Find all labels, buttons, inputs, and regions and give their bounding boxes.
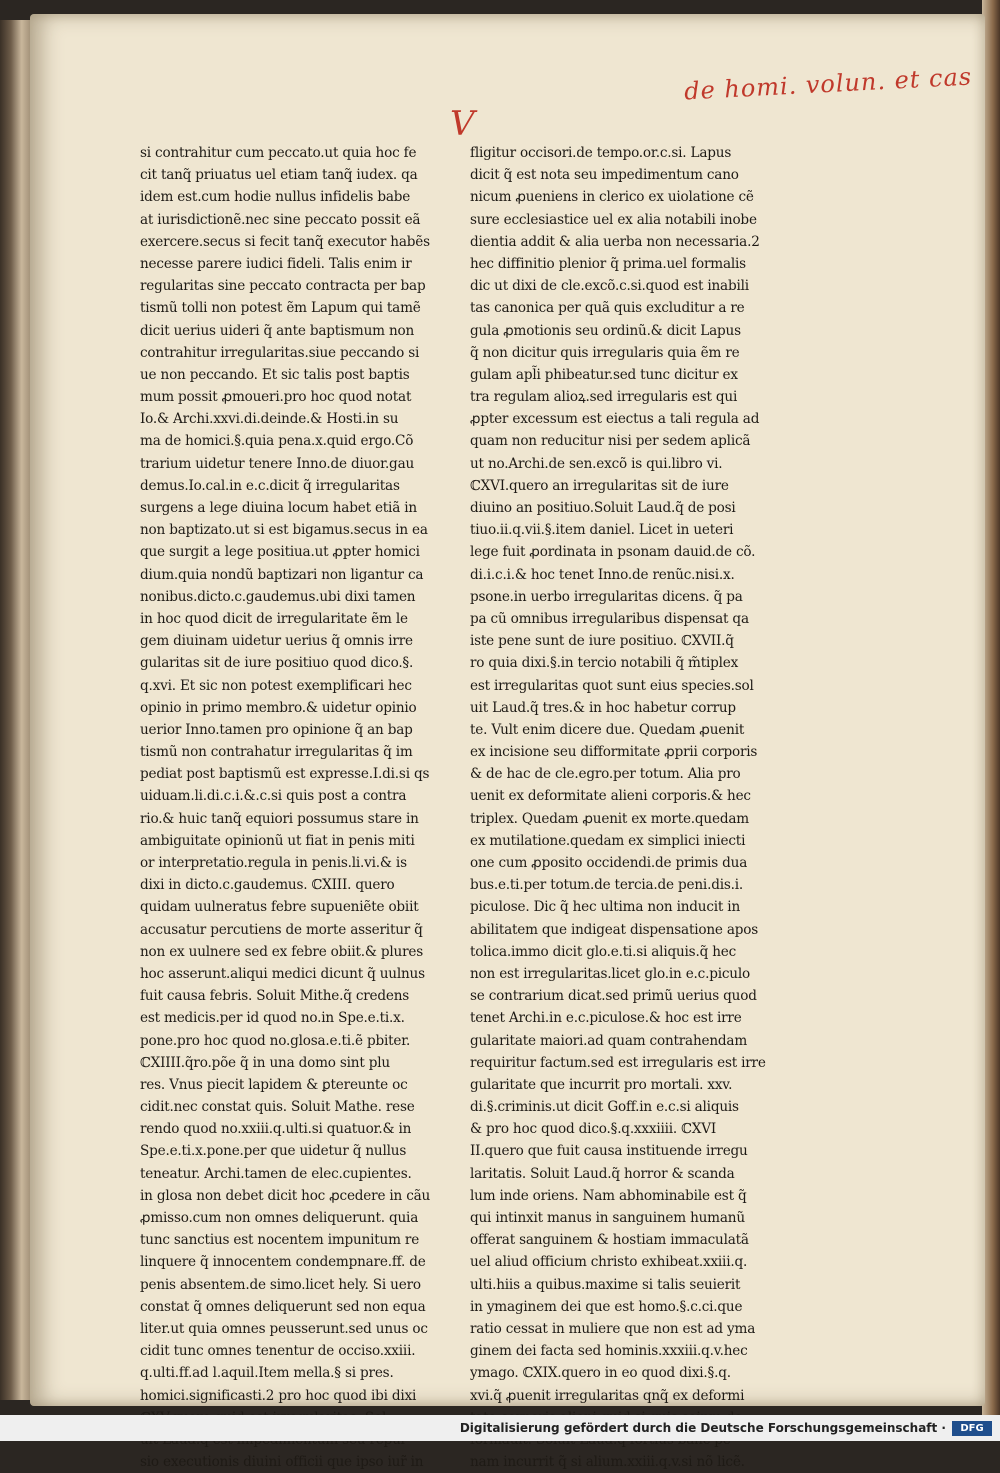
text-line: ro quia dixi.§.in tercio notabili q̃ m̃tiplex bbox=[470, 655, 739, 672]
text-line: est irregularitas quot sunt eius species.sol bbox=[470, 677, 754, 694]
text-line: cit tanq̃ priuatus uel etiam tanq̃ iudex. qa bbox=[140, 167, 418, 184]
text-line: di.i.c.i.& hoc tenet Inno.de renũc.nisi.x. bbox=[470, 566, 735, 583]
text-line: idem est.cum hodie nullus infidelis babe bbox=[140, 189, 411, 206]
text-line: q.xvi. Et sic non potest exemplificari hec bbox=[140, 677, 412, 694]
text-line: si contrahitur cum peccato.ut quia hoc fe bbox=[140, 145, 417, 161]
footer-credit: Digitalisierung gefördert durch die Deutsche Forschungsgemeinschaft · bbox=[459, 1421, 946, 1435]
text-line: & de hac de cle.egro.per totum. Alia pro bbox=[470, 766, 741, 783]
text-line: abilitatem que indigeat dispensatione apos bbox=[470, 921, 759, 938]
text-line: trarium uidetur tenere Inno.de diuor.gau bbox=[140, 455, 415, 472]
text-line: ulti.hiis a quibus.maxime si talis seuierit bbox=[470, 1276, 741, 1293]
text-line: in ymaginem dei que est homo.§.c.ci.que bbox=[470, 1298, 743, 1315]
text-line: ue non peccando. Et sic talis post baptis bbox=[140, 366, 410, 383]
text-line: uiduam.li.di.c.i.&.c.si quis post a contra bbox=[140, 788, 407, 805]
text-line: ex mutilatione.quedam ex simplici iniecti bbox=[470, 832, 746, 849]
text-line: uerior Inno.tamen pro opinione q̃ an bap bbox=[140, 721, 413, 738]
folio-mark: V bbox=[450, 104, 475, 144]
text-line: one cum ꝓposito occidendi.de primis dua bbox=[470, 855, 748, 871]
text-line: surgens a lege diuina locum habet etiã in bbox=[140, 500, 417, 516]
text-line: ambiguitate opinionũ ut fiat in penis miti bbox=[140, 832, 415, 849]
text-line: demus.Io.cal.in e.c.dicit q̃ irregularitas bbox=[140, 477, 400, 494]
text-line: dicit uerius uideri q̃ ante baptismum non bbox=[140, 322, 415, 339]
text-line: cidit.nec constat quis. Soluit Mathe. rese bbox=[140, 1099, 415, 1116]
text-line: q̃ non dicitur quis irregularis quia ẽm re bbox=[470, 344, 740, 361]
text-line: tismũ non contrahatur irregularitas q̃ im bbox=[140, 744, 413, 761]
text-line: se contrarium dicat.sed primũ uerius quod bbox=[470, 988, 757, 1005]
text-line: cidit tunc omnes tenentur de occiso.xxiii. bbox=[140, 1343, 416, 1360]
text-line: dixi in dicto.c.gaudemus. ℂXIII. quero bbox=[140, 877, 395, 894]
text-line: laritatis. Soluit Laud.q̃ horror & scanda bbox=[470, 1165, 735, 1182]
text-line: necesse parere iudici fideli. Talis enim ir bbox=[140, 255, 412, 272]
text-line: accusatur percutiens de morte asseritur q̃ bbox=[140, 921, 423, 938]
text-line: regularitas sine peccato contracta per bap bbox=[140, 278, 426, 295]
text-line: penis absentem.de simo.licet hely. Si uero bbox=[140, 1276, 421, 1293]
text-line: mum possit ꝓmoueri.pro hoc quod notat bbox=[140, 389, 412, 406]
text-line: psone.in uerbo irregularitas dicens. q̃ pa bbox=[470, 588, 743, 605]
text-line: tolica.immo dicit glo.e.ti.si aliquis.q̃ hec bbox=[470, 943, 737, 960]
text-line: ꝓpter excessum est eiectus a tali regula ad bbox=[470, 411, 760, 428]
text-line: tas canonica per quã quis excluditur a re bbox=[470, 300, 745, 317]
text-line: lum inde oriens. Nam abhominabile est q̃ bbox=[470, 1187, 747, 1204]
text-line: pone.pro hoc quod no.glosa.e.ti.ẽ pbiter. bbox=[140, 1032, 411, 1049]
text-line: uit Laud.q̃ tres.& in hoc habetur corrup bbox=[470, 699, 736, 716]
text-line: in glosa non debet dicit hoc ꝓcedere in cãu bbox=[140, 1187, 431, 1204]
text-line: homici.significasti.2 pro hoc quod ibi dixi bbox=[140, 1387, 417, 1404]
text-line: tenet Archi.in e.c.piculose.& hoc est irre bbox=[470, 1010, 742, 1027]
text-line: non baptizato.ut si est bigamus.secus in ea bbox=[140, 522, 428, 539]
text-line: res. Vnus piecit lapidem & ꝑtereunte oc bbox=[140, 1076, 408, 1093]
text-line: iste pene sunt de iure positiuo. ℂXVII.q̃ bbox=[470, 633, 734, 650]
text-line: nam incurrit q̃ si alium.xxiii.q.v.si nõ licẽ. bbox=[470, 1454, 745, 1471]
text-line: tiuo.ii.q.vii.§.item daniel. Licet in ueteri bbox=[470, 522, 734, 539]
footer-bar bbox=[0, 1415, 1000, 1441]
text-line: q.ulti.ff.ad l.aquil.Item mella.§ si pres. bbox=[140, 1365, 394, 1382]
text-line: liter.ut quia omnes peusserunt.sed unus oc bbox=[140, 1320, 428, 1337]
text-line: pa cũ omnibus irregularibus dispensat qa bbox=[470, 610, 749, 627]
text-line: dientia addit & alia uerba non necessaria.2 bbox=[470, 233, 760, 250]
text-line: rio.& huic tanq̃ equiori possumus stare in bbox=[140, 810, 419, 827]
text-line: dium.quia nondũ baptizari non ligantur ca bbox=[140, 566, 424, 583]
text-line: bus.e.ti.per totum.de tercia.de peni.dis.i. bbox=[470, 877, 744, 894]
text-line: te. Vult enim dicere due. Quedam ꝓuenit bbox=[470, 721, 745, 738]
text-line: triplex. Quedam ꝓuenit ex morte.quedam bbox=[470, 810, 749, 827]
right-text-column bbox=[470, 142, 775, 1473]
text-line: at iurisdictionẽ.nec sine peccato possit eã bbox=[140, 211, 421, 228]
text-line: or interpretatio.regula in penis.li.vi.& is bbox=[140, 855, 407, 871]
text-line: sure ecclesiastice uel ex alia notabili inobe bbox=[470, 211, 757, 228]
text-line: ℂXIIII.q̃ro.põe q̃ in una domo sint plu bbox=[140, 1054, 390, 1071]
text-line: quam non reducitur nisi per sedem aplicã bbox=[470, 433, 751, 450]
text-line: ℂXVI.quero an irregularitas sit de iure bbox=[470, 477, 729, 494]
text-line: Spe.e.ti.x.pone.per que uidetur q̃ nullus bbox=[140, 1143, 407, 1160]
text-line: hoc asserunt.aliqui medici dicunt q̃ uulnus bbox=[140, 965, 425, 982]
text-line: opinio in primo membro.& uidetur opinio bbox=[140, 699, 417, 716]
text-line: ma de homici.§.quia pena.x.quid ergo.Cõ bbox=[140, 433, 414, 450]
text-line: nicum ꝓueniens in clerico ex uiolatione cẽ bbox=[470, 189, 754, 206]
text-line: ginem dei facta sed hominis.xxxiii.q.v.hec bbox=[470, 1343, 748, 1360]
text-line: tunc sanctius est nocentem impunitum re bbox=[140, 1232, 420, 1249]
text-line: nonibus.dicto.c.gaudemus.ubi dixi tamen bbox=[140, 588, 416, 605]
text-line: ex incisione seu difformitate ꝓprii corporis bbox=[470, 744, 758, 761]
text-line: ymago. ℂXIX.quero in eo quod dixi.§.q. bbox=[470, 1365, 731, 1382]
text-line: exercere.secus si fecit tanq̃ executor habẽs bbox=[140, 233, 430, 250]
text-line: ut no.Archi.de sen.excõ is qui.libro vi. bbox=[470, 455, 723, 472]
text-line: uenit ex deformitate alieni corporis.& hec bbox=[470, 788, 751, 805]
text-line: ꝓmisso.cum non omnes deliquerunt. quia bbox=[140, 1210, 419, 1226]
text-line: gulam apl̃i phibeatur.sed tunc dicitur ex bbox=[470, 366, 738, 383]
text-line: qui intinxit manus in sanguinem humanũ bbox=[470, 1210, 745, 1226]
text-line: dicit q̃ est nota seu impedimentum cano bbox=[470, 167, 739, 184]
text-line: di.§.criminis.ut dicit Goff.in e.c.si aliquis bbox=[470, 1099, 739, 1116]
text-line: II.quero que fuit causa instituende irregu bbox=[470, 1143, 748, 1160]
text-line: constat q̃ omnes deliquerunt sed non equa bbox=[140, 1298, 426, 1315]
left-text-column bbox=[140, 142, 440, 1473]
text-line: tismũ tolli non potest ẽm Lapum qui tamẽ bbox=[140, 300, 421, 317]
text-line: gularitate maiori.ad quam contrahendam bbox=[470, 1032, 748, 1049]
text-line: sio executionis diuini officii que ipso iur̃ in bbox=[140, 1454, 424, 1471]
text-line: diuino an positiuo.Soluit Laud.q̃ de posi bbox=[470, 500, 736, 516]
text-line: non est irregularitas.licet glo.in e.c.piculo bbox=[470, 965, 750, 982]
text-line: linquere q̃ innocentem condempnare.ff. de bbox=[140, 1254, 426, 1271]
text-line: tra regulam alioꝝ.sed irregularis est qui bbox=[470, 389, 738, 406]
text-line: rendo quod no.xxiii.q.ulti.si quatuor.& in bbox=[140, 1121, 412, 1138]
text-line: uel aliud officium christo exhibeat.xxiii.q. bbox=[470, 1254, 748, 1271]
text-line: offerat sanguinem & hostiam immaculatã bbox=[470, 1232, 749, 1249]
text-line: fuit causa febris. Soluit Mithe.q̃ credens bbox=[140, 988, 410, 1005]
text-line: est medicis.per id quod no.in Spe.e.ti.x. bbox=[140, 1010, 405, 1027]
dfg-logo: DFG bbox=[952, 1421, 992, 1436]
text-line: fligitur occisori.de tempo.or.c.si. Lapus bbox=[470, 145, 732, 161]
text-line: non ex uulnere sed ex febre obiit.& plures bbox=[140, 943, 423, 960]
text-line: xvi.q̃ ꝓuenit irregularitas qnq̃ ex deformi bbox=[470, 1387, 745, 1404]
text-line: hec diffinitio plenior q̃ prima.uel formalis bbox=[470, 255, 746, 272]
text-line: ratio cessat in muliere que non est ad yma bbox=[470, 1320, 756, 1337]
text-line: piculose. Dic q̃ hec ultima non inducit in bbox=[470, 899, 741, 916]
text-line: dic ut dixi de cle.excõ.c.si.quod est inabili bbox=[470, 278, 749, 295]
text-line: gula ꝓmotionis seu ordinũ.& dicit Lapus bbox=[470, 322, 741, 339]
text-line: teneatur. Archi.tamen de elec.cupientes. bbox=[140, 1165, 412, 1182]
text-line: lege fuit ꝓordinata in psonam dauid.de cõ. bbox=[470, 544, 756, 561]
text-line: que surgit a lege positiua.ut ꝓpter homici bbox=[140, 544, 420, 561]
text-line: in hoc quod dicit de irregularitate ẽm le bbox=[140, 610, 408, 627]
text-line: gularitate que incurrit pro mortali. xxv. bbox=[470, 1076, 733, 1093]
text-line: gem diuinam uidetur uerius q̃ omnis irre bbox=[140, 633, 413, 650]
text-line: contrahitur irregularitas.siue peccando si bbox=[140, 344, 420, 361]
text-line: gularitas sit de iure positiuo quod dico.§. bbox=[140, 655, 414, 672]
text-line: & pro hoc quod dico.§.q.xxxiiii. ℂXVI bbox=[470, 1121, 717, 1138]
text-line: Io.& Archi.xxvi.di.deinde.& Hosti.in su bbox=[140, 411, 399, 428]
marginal-note: de homi. volun. et cas bbox=[683, 62, 973, 106]
text-line: pediat post baptismũ est expresse.I.di.si qs bbox=[140, 766, 430, 783]
text-line: requiritur factum.sed est irregularis est irre bbox=[470, 1054, 766, 1071]
text-line: quidam uulneratus febre supueniẽte obiit bbox=[140, 899, 419, 916]
